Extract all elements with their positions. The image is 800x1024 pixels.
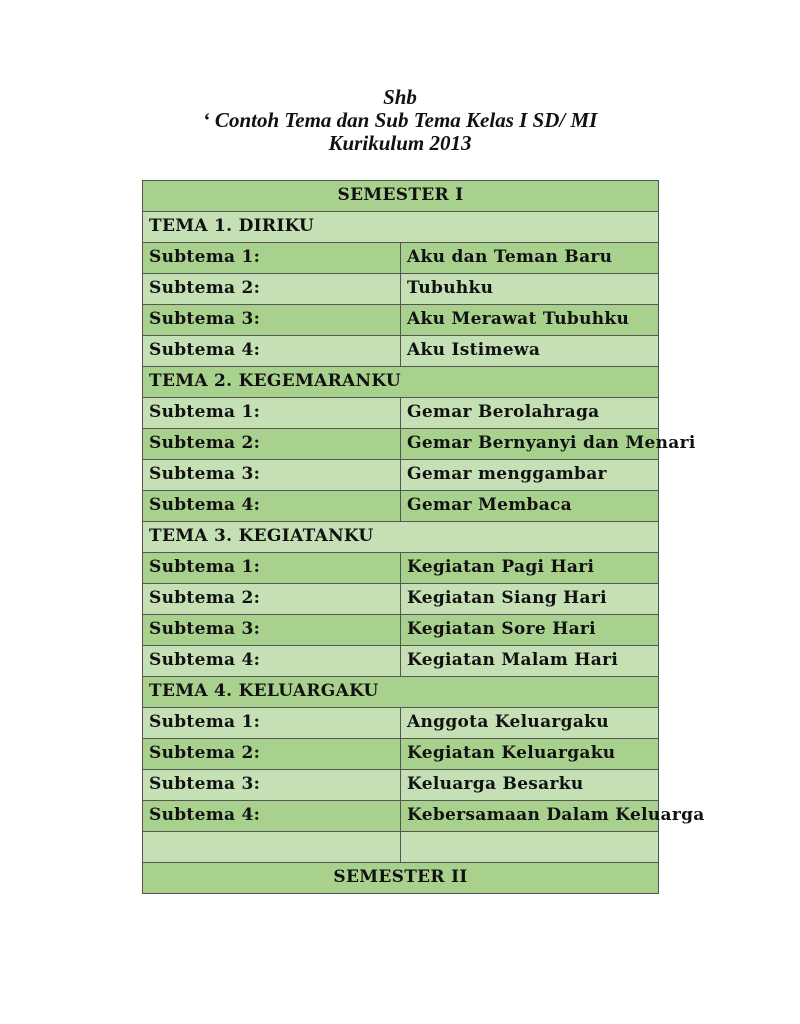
subtheme-label: Subtema 2: <box>143 274 401 305</box>
subtheme-label: Subtema 3: <box>143 770 401 801</box>
subtheme-row <box>143 708 659 739</box>
title-line-2: ‘ Contoh Tema dan Sub Tema Kelas I SD/ MI <box>202 108 598 132</box>
subtheme-name: Kebersamaan Dalam Keluarga <box>401 801 659 832</box>
subtheme-name: Tubuhku <box>401 274 659 305</box>
subtheme-name: Aku Istimewa <box>401 336 659 367</box>
subtheme-name: Aku Merawat Tubuhku <box>401 305 659 336</box>
subtheme-name: Kegiatan Sore Hari <box>401 615 659 646</box>
subtheme-label: Subtema 1: <box>143 243 401 274</box>
subtheme-row <box>143 243 659 274</box>
subtheme-name: Gemar menggambar <box>401 460 659 491</box>
empty-row <box>143 832 659 863</box>
theme-title: TEMA 2. KEGEMARANKU <box>143 367 659 398</box>
subtheme-row <box>143 553 659 584</box>
subtheme-name: Keluarga Besarku <box>401 770 659 801</box>
subtheme-label: Subtema 1: <box>143 398 401 429</box>
subtheme-row <box>143 739 659 770</box>
subtheme-row <box>143 460 659 491</box>
subtheme-row <box>143 801 659 832</box>
subtheme-label: Subtema 2: <box>143 429 401 460</box>
subtheme-row <box>143 646 659 677</box>
subtheme-label: Subtema 1: <box>143 708 401 739</box>
subtheme-label: Subtema 4: <box>143 801 401 832</box>
subtheme-name: Gemar Bernyanyi dan Menari <box>401 429 659 460</box>
subtheme-row <box>143 336 659 367</box>
subtheme-row <box>143 615 659 646</box>
subtheme-label: Subtema 4: <box>143 491 401 522</box>
subtheme-row <box>143 274 659 305</box>
subtheme-row <box>143 398 659 429</box>
semester-1-label: SEMESTER I <box>143 181 659 212</box>
theme-title: TEMA 1. DIRIKU <box>143 212 659 243</box>
empty-cell <box>143 832 401 863</box>
subtheme-row <box>143 305 659 336</box>
subtheme-label: Subtema 4: <box>143 336 401 367</box>
subtheme-name: Gemar Membaca <box>401 491 659 522</box>
theme-title: TEMA 3. KEGIATANKU <box>143 522 659 553</box>
subtheme-label: Subtema 2: <box>143 584 401 615</box>
semester-row <box>143 181 659 212</box>
subtheme-row <box>143 491 659 522</box>
subtheme-name: Kegiatan Keluargaku <box>401 739 659 770</box>
semester-row <box>143 863 659 894</box>
subtheme-name: Kegiatan Pagi Hari <box>401 553 659 584</box>
subtheme-label: Subtema 1: <box>143 553 401 584</box>
document-title <box>0 86 800 155</box>
theme-row <box>143 522 659 553</box>
title-line-3: Kurikulum 2013 <box>328 131 472 155</box>
subtheme-label: Subtema 3: <box>143 305 401 336</box>
title-line-1: Shb <box>383 85 417 109</box>
subtheme-name: Anggota Keluargaku <box>401 708 659 739</box>
subtheme-label: Subtema 3: <box>143 460 401 491</box>
theme-row <box>143 677 659 708</box>
theme-table <box>142 180 705 894</box>
subtheme-name: Aku dan Teman Baru <box>401 243 659 274</box>
theme-title: TEMA 4. KELUARGAKU <box>143 677 659 708</box>
subtheme-name: Gemar Berolahraga <box>401 398 659 429</box>
semester-2-label: SEMESTER II <box>143 863 659 894</box>
subtheme-row <box>143 584 659 615</box>
subtheme-label: Subtema 4: <box>143 646 401 677</box>
subtheme-name: Kegiatan Siang Hari <box>401 584 659 615</box>
subtheme-label: Subtema 2: <box>143 739 401 770</box>
empty-cell <box>401 832 659 863</box>
subtheme-name: Kegiatan Malam Hari <box>401 646 659 677</box>
subtheme-label: Subtema 3: <box>143 615 401 646</box>
subtheme-row <box>143 770 659 801</box>
theme-row <box>143 212 659 243</box>
subtheme-row <box>143 429 659 460</box>
theme-row <box>143 367 659 398</box>
